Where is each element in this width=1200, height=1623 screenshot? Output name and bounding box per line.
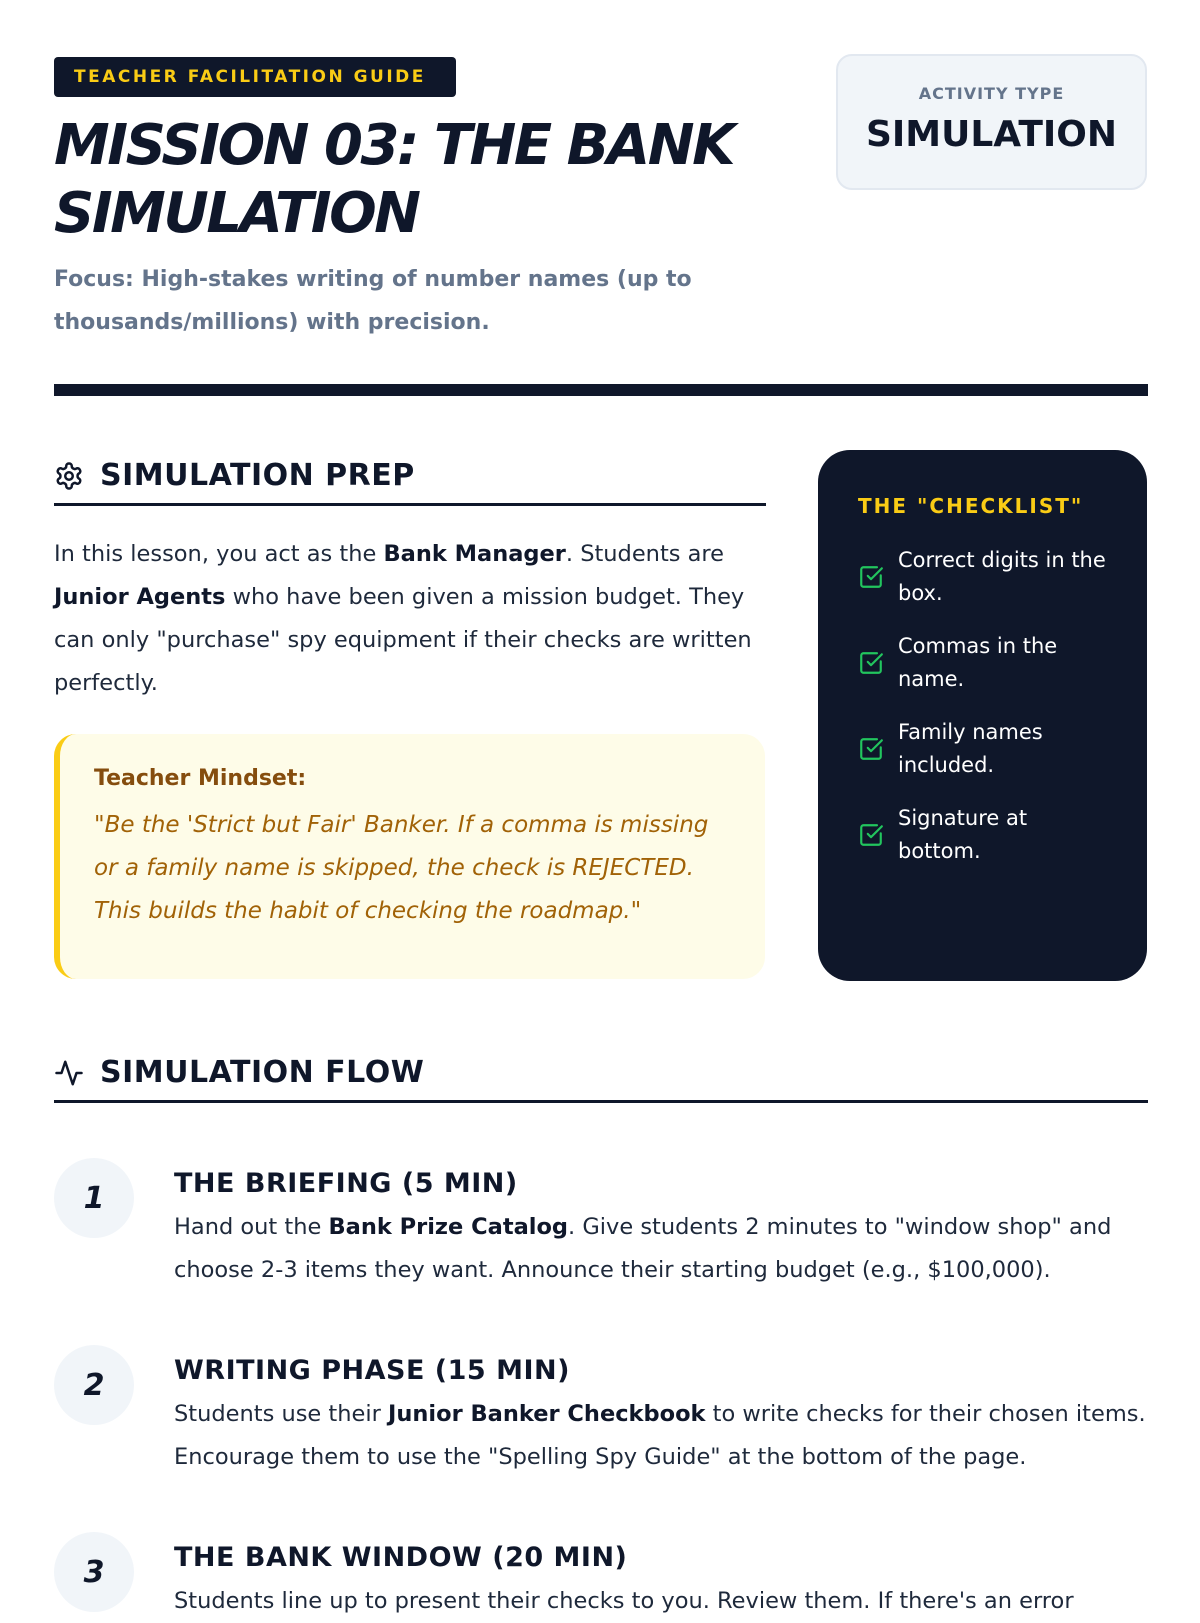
prep-intro: In this lesson, you act as the Bank Manager. Students are Junior Agents who have been given a mission budget. They can only "purchase" spy equipment if their checks are written perfectly. [54, 541, 752, 696]
step-number: 2 [54, 1345, 134, 1425]
activity-pulse-icon [54, 1057, 86, 1089]
mindset-quote: "Be the 'Strict but Fair' Banker. If a comma is missing or a family name is skipped, the check is REJECTED. This builds the habit of checking the roadmap." [94, 812, 709, 924]
header-divider [54, 384, 1148, 396]
checklist-card [818, 450, 1147, 981]
step-number: 3 [54, 1532, 134, 1612]
section-heading-prep [54, 448, 766, 506]
checkbox-check-icon [858, 822, 884, 848]
activity-type-card [836, 54, 1147, 190]
checkbox-check-icon [858, 736, 884, 762]
step-title: THE BRIEFING (5 MIN) [174, 1168, 518, 1199]
checklist-item: Signature at bottom. [858, 802, 1147, 868]
activity-type-value: SIMULATION [865, 114, 1118, 155]
checklist-title: THE "CHECKLIST" [858, 494, 1084, 518]
activity-type-label: ACTIVITY TYPE [918, 84, 1065, 103]
step-number: 1 [54, 1158, 134, 1238]
gear-icon [54, 460, 86, 492]
checkbox-check-icon [858, 650, 884, 676]
checkbox-check-icon [858, 564, 884, 590]
checklist-item: Commas in the name. [858, 630, 1147, 696]
guide-badge: TEACHER FACILITATION GUIDE [54, 57, 456, 97]
section-title-prep: SIMULATION PREP [100, 458, 415, 493]
mindset-title: Teacher Mindset: [94, 766, 307, 791]
section-title-flow: SIMULATION FLOW [100, 1055, 425, 1090]
page-title: MISSION 03: THE BANK SIMULATION [54, 113, 733, 246]
step-description: Students line up to present their checks to you. Review them. If there's an error [174, 1588, 1074, 1614]
step-description: Hand out the Bank Prize Catalog. Give students 2 minutes to "window shop" and choose 2-3 items they want. Announce their starting budget (e.g., $100,000). [174, 1214, 1112, 1283]
checklist-item: Correct digits in the box. [858, 544, 1147, 610]
focus-statement: Focus: High-stakes writing of number names (up to thousands/millions) with precision. [54, 267, 692, 335]
step-title: WRITING PHASE (15 MIN) [174, 1355, 570, 1386]
section-heading-flow [54, 1045, 1148, 1103]
checklist-item: Family names included. [858, 716, 1147, 782]
teacher-mindset-callout [54, 734, 765, 979]
step-description: Students use their Junior Banker Checkbook to write checks for their chosen items. Encourage them to use the "Spelling Spy Guide" at the bottom of the page. [174, 1401, 1146, 1470]
step-title: THE BANK WINDOW (20 MIN) [174, 1542, 628, 1573]
